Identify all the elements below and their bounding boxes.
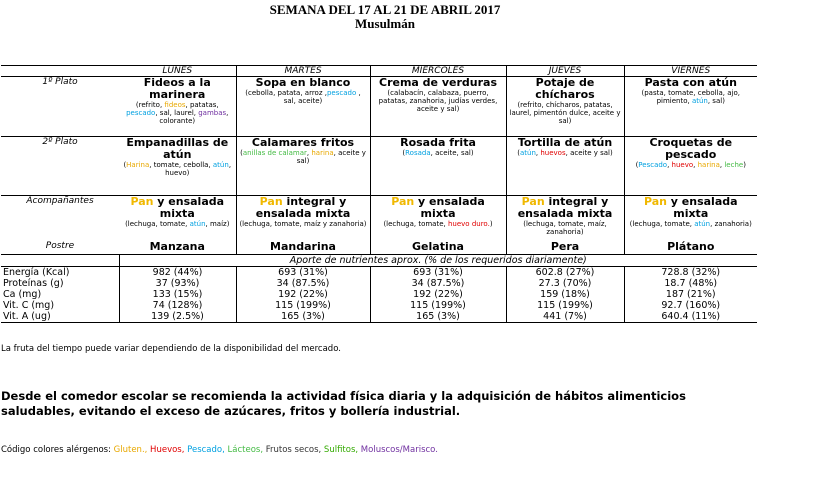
legend-item: Moluscos/Marisco. xyxy=(358,445,438,455)
text-run: , sal, aceite) xyxy=(283,89,361,105)
nutrient-label: Vit. C (mg) xyxy=(3,300,55,311)
dish-cell xyxy=(370,77,506,137)
text-run: (lechuga, tomate, maíz y zanahoria) xyxy=(239,220,367,228)
text-run: (pasta, tomate, cebolla, ajo, pimiento, xyxy=(641,89,740,105)
dish-ingredients xyxy=(627,161,756,169)
text-run: huevo duro. xyxy=(447,220,490,228)
text-run: integral y ensalada mixta xyxy=(255,195,351,220)
nutrient-value: 982 (44%) xyxy=(119,267,236,279)
menu-table xyxy=(1,65,757,323)
nutrient-value: 159 (18%) xyxy=(506,289,624,300)
day-header: JUEVES xyxy=(506,66,624,77)
dish-ingredients xyxy=(373,89,504,113)
row-label: Acompañantes xyxy=(1,196,119,241)
dish-name: Calamares fritos xyxy=(251,136,355,149)
dish-cell xyxy=(506,137,624,196)
dish-name: Empanadillas de atún xyxy=(126,136,229,161)
nutrient-value: 693 (31%) xyxy=(370,267,506,279)
text-run: , huevo) xyxy=(165,161,232,177)
dish-ingredients xyxy=(121,101,234,125)
text-run: (cebolla, patata, arroz , xyxy=(245,89,327,97)
text-run: Pan xyxy=(521,195,545,208)
text-run: ) xyxy=(489,220,493,228)
accompaniment-name xyxy=(373,196,504,220)
text-run: , maíz) xyxy=(205,220,230,228)
text-run: y ensalada mixta xyxy=(153,195,225,220)
dish-cell xyxy=(236,137,370,196)
text-run: Pan xyxy=(643,195,667,208)
text-run: ( xyxy=(123,161,127,169)
nutrient-value: 192 (22%) xyxy=(370,289,506,300)
menu-title: SEMANA DEL 17 AL 21 DE ABRIL 2017 xyxy=(269,2,501,17)
text-run: atún xyxy=(694,220,711,228)
dish-ingredients xyxy=(627,89,756,105)
dish-ingredients xyxy=(239,149,368,165)
nutrient-value: 133 (15%) xyxy=(119,289,236,300)
nutrient-row xyxy=(1,311,757,323)
accompaniment-name xyxy=(121,196,234,220)
text-run: atún xyxy=(691,97,708,105)
dish-ingredients xyxy=(239,89,368,105)
text-run: , xyxy=(306,149,312,157)
day-header: MIÉRCOLES xyxy=(370,66,506,77)
dessert-cell: Gelatina xyxy=(370,241,506,255)
legend-item: Frutos secos, xyxy=(263,445,322,455)
nutrient-value: 18.7 (48%) xyxy=(624,278,757,289)
legend-item: Pescado, xyxy=(184,445,225,455)
text-run: anillas de calamar xyxy=(242,149,307,157)
text-run: y ensalada mixta xyxy=(414,195,485,220)
text-run: Rosada xyxy=(405,149,431,157)
nutrient-row xyxy=(1,289,757,300)
nutrient-value: 34 (87.5%) xyxy=(370,278,506,289)
accompaniment-cell xyxy=(236,196,370,241)
text-run: , aceite y sal) xyxy=(565,149,613,157)
dish-cell xyxy=(624,137,757,196)
text-run: atún xyxy=(189,220,206,228)
text-run: , zanahoria) xyxy=(710,220,752,228)
text-run: (refrito, chícharos, patatas, laurel, pimentón dulce, aceite y sal) xyxy=(509,101,621,125)
legend-item: Lácteos, xyxy=(224,445,264,455)
accompaniment-ingredients xyxy=(121,220,234,228)
nutrient-value: 115 (199%) xyxy=(370,300,506,311)
nutrient-label: Ca (mg) xyxy=(3,289,42,300)
text-run: gambas xyxy=(198,109,227,117)
text-run: , xyxy=(667,161,672,169)
allergen-legend xyxy=(1,445,438,455)
menu-subtitle: Musulmán xyxy=(355,16,415,31)
dessert-cell: Mandarina xyxy=(236,241,370,255)
corner-cell xyxy=(1,66,119,77)
dish-ingredients xyxy=(509,149,622,157)
nutrient-value: 693 (31%) xyxy=(236,267,370,279)
legend-item: Huevos, xyxy=(147,445,185,455)
text-run: Harina xyxy=(126,161,150,169)
nutrients-header-row xyxy=(1,255,757,267)
text-run: huevo xyxy=(671,161,694,169)
text-run: , sal) xyxy=(707,97,725,105)
text-run: (refrito, xyxy=(135,101,165,109)
accompaniment-name xyxy=(509,196,622,220)
dish-ingredients xyxy=(373,149,504,157)
dish-name: Sopa en blanco xyxy=(255,76,351,89)
nutrient-value: 187 (21%) xyxy=(624,289,757,300)
accompaniment-row xyxy=(1,196,757,241)
dish-ingredients xyxy=(509,101,622,125)
nutrient-label: Vit. A (ug) xyxy=(1,311,119,323)
nutrient-value: 27.3 (70%) xyxy=(506,278,624,289)
text-run: (lechuga, tomate, xyxy=(629,220,695,228)
dish-name: Tortilla de atún xyxy=(517,136,613,149)
spacer-cell xyxy=(1,255,119,267)
text-run: ( xyxy=(517,149,520,157)
nutrient-value: 139 (2.5%) xyxy=(119,311,236,323)
accompaniment-ingredients xyxy=(373,220,504,228)
nutrient-value: 74 (128%) xyxy=(119,300,236,311)
dish-name: Fideos a la marinera xyxy=(143,76,211,101)
text-run: , xyxy=(693,161,698,169)
nutrient-value: 37 (93%) xyxy=(119,278,236,289)
text-run: ( xyxy=(402,149,406,157)
dish-ingredients xyxy=(121,161,234,177)
nutrient-row xyxy=(1,300,757,311)
nutrient-value: 115 (199%) xyxy=(506,300,624,311)
text-run: Pan xyxy=(259,195,283,208)
dessert-cell: Manzana xyxy=(149,240,205,253)
nutrient-value: 441 (7%) xyxy=(506,311,624,323)
dish-cell xyxy=(236,77,370,137)
dessert-row xyxy=(1,241,757,255)
text-run: Pan xyxy=(130,195,154,208)
text-run: Pan xyxy=(391,195,415,208)
text-run: , tomate, cebolla, xyxy=(149,161,213,169)
nutrient-label: Proteínas (g) xyxy=(3,278,64,289)
dish-cell xyxy=(506,77,624,137)
nutrient-label: Energía (Kcal) xyxy=(1,267,119,279)
nutrient-value: 165 (3%) xyxy=(370,311,506,323)
dessert-cell: Plátano xyxy=(624,241,757,255)
nutrient-value: 728.8 (32%) xyxy=(624,267,757,279)
fruit-note: La fruta del tiempo puede variar dependiendo de la disponibilidad del mercado. xyxy=(1,344,341,354)
nutrient-row xyxy=(1,267,757,279)
dish-name: Pasta con atún xyxy=(644,76,737,89)
text-run: harina xyxy=(697,161,720,169)
recommendation-text: Desde el comedor escolar se recomienda la actividad física diaria y la adquisición de hábitos alimenticios saludables, evitando el exceso de azúcares, fritos y bollería industrial. xyxy=(1,389,686,418)
row-label: 2º Plato xyxy=(1,137,119,196)
accompaniment-ingredients xyxy=(239,220,368,228)
legend-item: Sulfitos, xyxy=(321,445,359,455)
nutrient-row xyxy=(1,278,757,289)
text-run: , patatas, xyxy=(185,101,219,109)
nutrient-value: 640.4 (11%) xyxy=(624,311,757,323)
text-run: (lechuga, tomate, xyxy=(383,220,448,228)
text-run: atún xyxy=(519,149,536,157)
accompaniment-name xyxy=(239,196,368,220)
accompaniment-name xyxy=(627,196,756,220)
row-label: Postre xyxy=(45,240,75,251)
dish-cell xyxy=(119,77,236,137)
legend-item: Gluten., xyxy=(113,445,148,455)
second-course-row xyxy=(1,137,757,196)
accompaniment-ingredients xyxy=(509,220,622,236)
legend-label: Código colores alérgenos: xyxy=(1,445,111,455)
text-run: , xyxy=(535,149,541,157)
text-run: pescado xyxy=(126,109,156,117)
day-header: LUNES xyxy=(119,66,236,77)
day-header-row xyxy=(1,66,757,77)
text-run: pescado xyxy=(326,89,357,97)
text-run: Pescado xyxy=(638,161,668,169)
dish-cell xyxy=(624,77,757,137)
nutrient-value: 92.7 (160%) xyxy=(624,300,757,311)
text-run: (calabacín, calabaza, puerro, patatas, zanahoria, judías verdes, aceite y sal) xyxy=(378,89,498,113)
nutrient-value: 602.8 (27%) xyxy=(506,267,624,279)
dish-name: Croquetas de pescado xyxy=(649,136,733,161)
day-header: VIERNES xyxy=(624,66,757,77)
nutrient-value: 115 (199%) xyxy=(236,300,370,311)
dish-name: Potaje de chícharos xyxy=(535,76,595,101)
text-run: , sal, laurel, xyxy=(155,109,199,117)
text-run: ) xyxy=(743,161,746,169)
first-course-row xyxy=(1,77,757,137)
text-run: , aceite, sal) xyxy=(430,149,474,157)
text-run: harina xyxy=(311,149,334,157)
text-run: ( xyxy=(635,161,639,169)
text-run: (lechuga, tomate, xyxy=(125,220,190,228)
row-label: 1º Plato xyxy=(1,77,119,137)
nutrient-value: 192 (22%) xyxy=(236,289,370,300)
text-run: fideos xyxy=(164,101,186,109)
text-run: y ensalada mixta xyxy=(666,195,738,220)
accompaniment-ingredients xyxy=(627,220,756,228)
nutrients-header: Aporte de nutrientes aprox. (% de los requeridos diariamente) xyxy=(119,255,757,267)
dish-name: Crema de verduras xyxy=(379,76,497,89)
text-run: ( xyxy=(240,149,243,157)
accompaniment-cell xyxy=(624,196,757,241)
dish-name: Rosada frita xyxy=(400,136,476,149)
nutrient-value: 34 (87.5%) xyxy=(236,278,370,289)
accompaniment-cell xyxy=(506,196,624,241)
text-run: leche xyxy=(724,161,744,169)
nutrient-value: 165 (3%) xyxy=(236,311,370,323)
text-run: , colorante) xyxy=(159,109,229,125)
accompaniment-cell xyxy=(119,196,236,241)
day-header: MARTES xyxy=(236,66,370,77)
text-run: , aceite y sal) xyxy=(296,149,366,165)
text-run: atún xyxy=(212,161,229,169)
dish-cell xyxy=(119,137,236,196)
text-run: , xyxy=(719,161,725,169)
dessert-cell: Pera xyxy=(506,241,624,255)
text-run: integral y ensalada mixta xyxy=(517,195,613,220)
text-run: huevos xyxy=(540,149,566,157)
accompaniment-cell xyxy=(370,196,506,241)
text-run: (lechuga, tomate, maíz, zanahoria) xyxy=(523,220,607,236)
dish-cell xyxy=(370,137,506,196)
